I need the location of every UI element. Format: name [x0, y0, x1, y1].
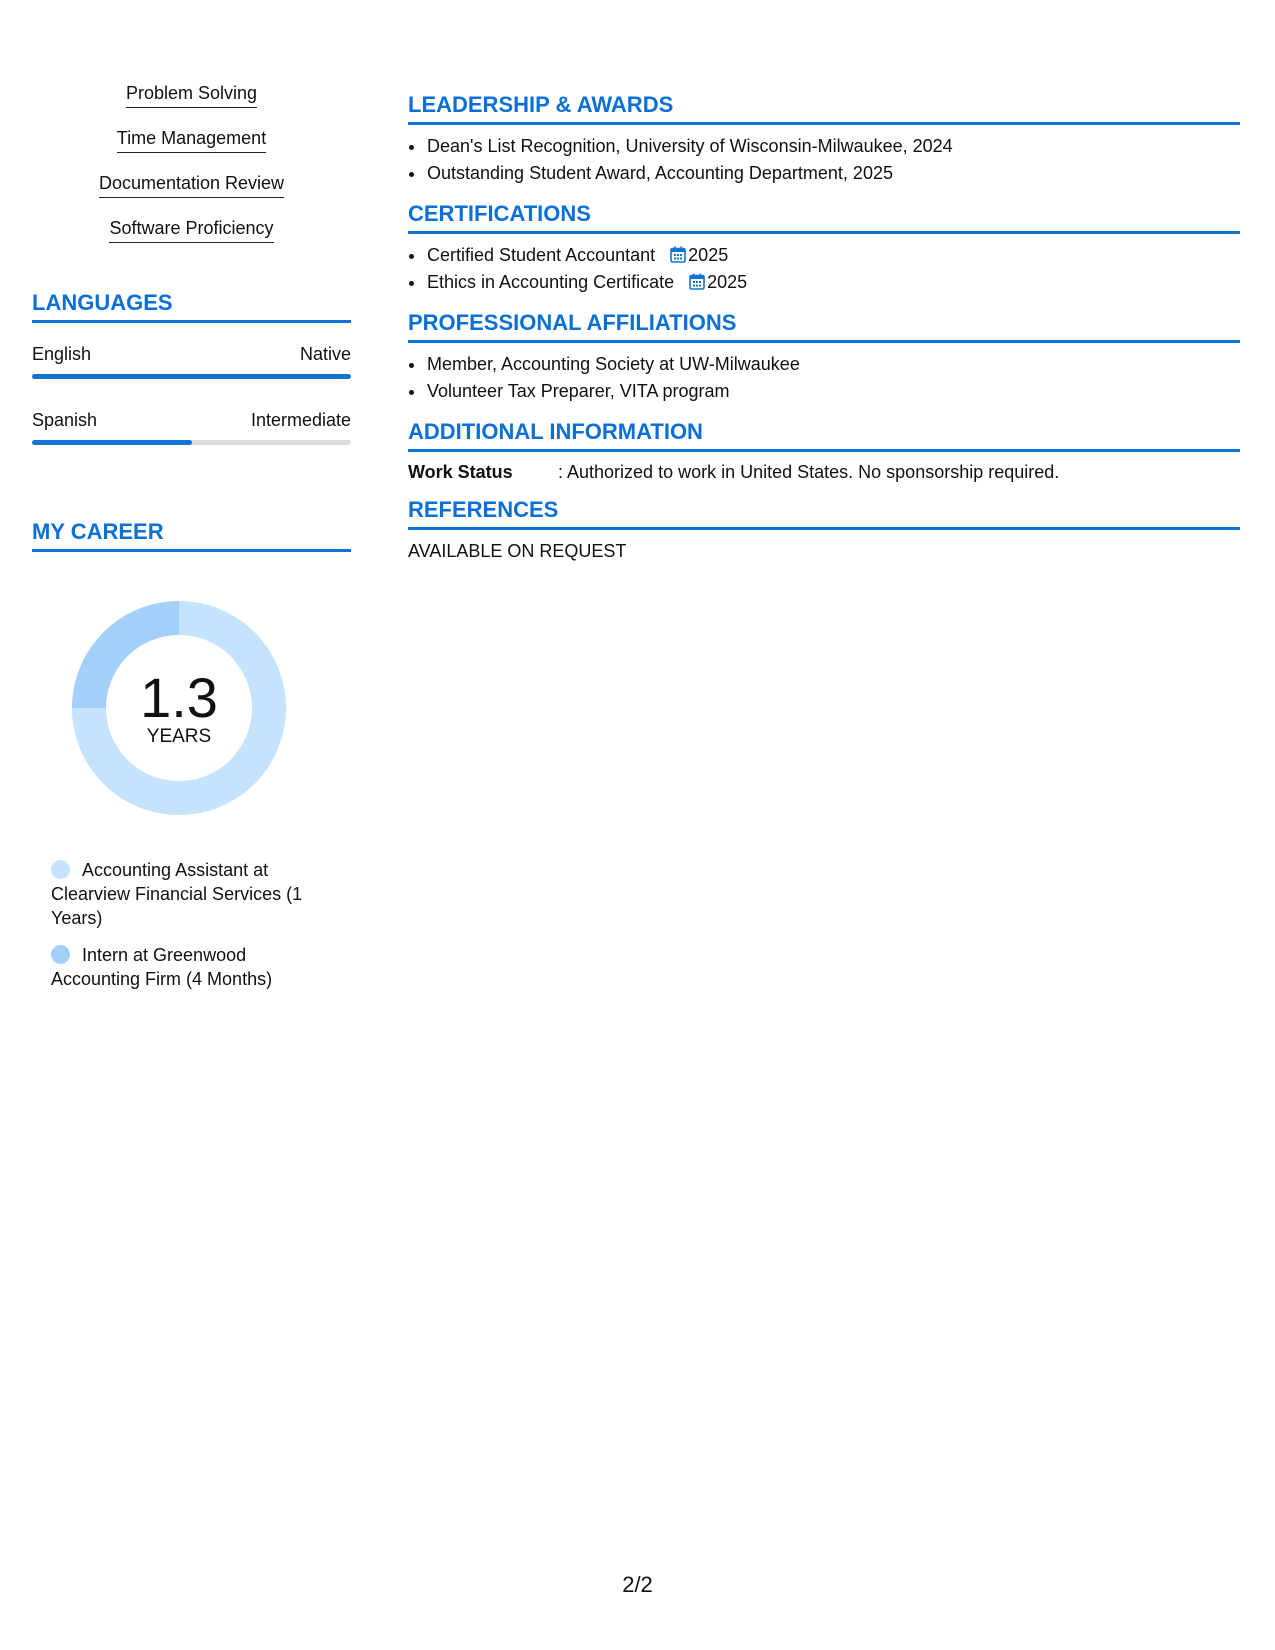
career-total-years: 1.3	[140, 666, 218, 729]
leadership-heading: LEADERSHIP & AWARDS	[408, 92, 1240, 125]
career-legend	[51, 858, 331, 991]
skill-item: Time Management	[117, 127, 266, 153]
language-name: Spanish	[32, 410, 98, 430]
affiliations-section	[408, 310, 1240, 405]
legend-dot	[51, 860, 70, 879]
list-item: • Member, Accounting Society at UW-Milwaukee	[426, 351, 1240, 378]
skill-item: Software Proficiency	[109, 217, 273, 243]
certification-year: 2025	[688, 245, 729, 265]
certification-name: Certified Student Accountant	[427, 245, 656, 265]
certification-year: 2025	[707, 272, 748, 292]
leadership-section	[408, 92, 1240, 187]
career-legend-label: Accounting Assistant at Clearview Financial Services (1 Years)	[51, 860, 303, 928]
career-legend-item	[51, 858, 331, 930]
references-section	[408, 497, 1240, 562]
certifications-section	[408, 201, 1240, 296]
language-proficiency-fill	[32, 374, 351, 379]
work-status-value: : Authorized to work in United States. No sponsorship required.	[558, 462, 1060, 482]
language-proficiency-bar	[32, 440, 351, 445]
language-proficiency-fill	[32, 440, 192, 445]
legend-dot	[51, 945, 70, 964]
list-item	[426, 269, 1240, 296]
affiliations-heading: PROFESSIONAL AFFILIATIONS	[408, 310, 1240, 343]
career-heading: MY CAREER	[32, 519, 351, 552]
certifications-heading: CERTIFICATIONS	[408, 201, 1240, 234]
career-legend-label: Intern at Greenwood Accounting Firm (4 Months)	[51, 945, 273, 989]
language-item	[32, 343, 351, 379]
career-legend-item	[51, 943, 331, 991]
references-text: AVAILABLE ON REQUEST	[408, 541, 627, 561]
language-item	[32, 409, 351, 445]
leadership-list	[408, 133, 1240, 187]
language-level: Intermediate	[250, 410, 351, 430]
list-item: • Outstanding Student Award, Accounting Department, 2025	[426, 160, 1240, 187]
certifications-list	[408, 242, 1240, 296]
skill-item: Documentation Review	[99, 172, 284, 198]
list-item: • Volunteer Tax Preparer, VITA program	[426, 378, 1240, 405]
list-item: • Dean's List Recognition, University of Wisconsin-Milwaukee, 2024	[426, 133, 1240, 160]
languages-heading: LANGUAGES	[32, 290, 351, 323]
certification-name: Ethics in Accounting Certificate	[427, 272, 675, 292]
skills-list	[32, 82, 351, 262]
right-column	[408, 92, 1240, 576]
additional-info-heading: ADDITIONAL INFORMATION	[408, 419, 1240, 452]
calendar-icon	[689, 273, 705, 290]
career-total-unit: YEARS	[146, 726, 212, 747]
affiliations-list	[408, 351, 1240, 405]
list-item	[426, 242, 1240, 269]
language-level: Native	[299, 344, 351, 364]
language-proficiency-bar	[32, 374, 351, 379]
left-column	[32, 82, 351, 1004]
work-status-label: Work Status	[408, 462, 513, 482]
work-status-row	[408, 461, 1240, 483]
skill-item: Problem Solving	[126, 82, 257, 108]
additional-info-section	[408, 419, 1240, 483]
references-heading: REFERENCES	[408, 497, 1240, 530]
calendar-icon	[670, 246, 686, 263]
language-name: English	[32, 344, 92, 364]
career-donut-chart	[67, 596, 291, 820]
page-number: 2/2	[622, 1572, 653, 1597]
